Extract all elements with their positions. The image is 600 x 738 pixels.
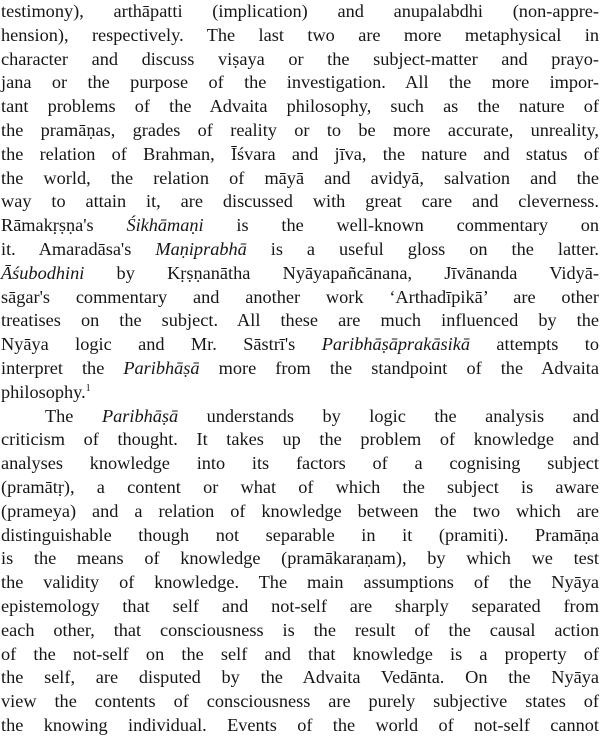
text-run: treatises on the subject. All these are much influenced by the <box>1 310 599 331</box>
text-line <box>1 167 599 191</box>
text-run: way to attain it, are discussed with great care and cleverness. <box>1 191 599 212</box>
text-run: The <box>45 405 102 426</box>
text-run: is the means of knowledge (pramākaraṇam), by which we test <box>1 548 599 569</box>
text-run: view the contents of consciousness are purely subjective states of <box>1 691 599 712</box>
text-line <box>1 286 599 310</box>
italic-title: Śikhāmaṇi <box>126 215 204 236</box>
text-run: the self, are disputed by the Advaita Vedānta. On the Nyāya <box>1 667 599 688</box>
text-line <box>1 571 599 595</box>
text-line <box>1 452 599 476</box>
text-line <box>1 24 599 48</box>
text-run: the pramāṇas, grades of reality or to be more accurate, unreality, <box>1 119 599 140</box>
text-line <box>1 428 599 452</box>
text-line <box>1 666 599 690</box>
text-run: epistemology that self and not-self are sharply separated from <box>1 595 599 616</box>
text-run: tant problems of the Advaita philosophy, such as the nature of <box>1 96 599 117</box>
text-run: the relation of Brahman, Īśvara and jīva, the nature and status of <box>1 143 599 164</box>
italic-title: Paribhāṣā <box>123 357 200 378</box>
text-run: character and discuss viṣaya or the subject-matter and prayo- <box>1 48 599 69</box>
text-line <box>1 714 599 738</box>
text-run: philosophy. <box>1 381 86 402</box>
italic-title: Āśubodhini <box>1 262 85 283</box>
text-run: is the well-known commentary on <box>203 215 600 236</box>
text-run: Rāmakṛṣṇa's <box>1 215 127 236</box>
text-run: jana or the purpose of the investigation. All the more impor- <box>1 72 599 93</box>
text-line <box>1 476 599 500</box>
text-line <box>1 214 599 238</box>
text-line <box>1 262 599 286</box>
text-run: hension), respectively. The last two are more metaphysical in <box>1 24 599 45</box>
text-run: analyses knowledge into its factors of a cognising subject <box>1 453 599 474</box>
text-run: is a useful gloss on the latter. <box>246 238 599 259</box>
text-run: the world, the relation of māyā and avidyā, salvation and the <box>1 167 599 188</box>
text-line <box>1 381 599 405</box>
text-run: each other, that consciousness is the result of the causal action <box>1 619 599 640</box>
text-run: Nyāya logic and Mr. Sāstrī's <box>1 334 322 355</box>
footnote-marker: 1 <box>85 382 91 394</box>
text-line <box>1 48 599 72</box>
text-line <box>1 238 599 262</box>
text-line <box>1 357 599 381</box>
text-run: more from the standpoint of the Advaita <box>199 357 599 378</box>
text-run: the knowing individual. Events of the world of not-self cannot <box>1 714 599 735</box>
text-line <box>1 595 599 619</box>
text-line <box>1 309 599 333</box>
text-line <box>1 119 599 143</box>
text-line <box>1 333 599 357</box>
text-run: criticism of thought. It takes up the problem of knowledge and <box>1 429 599 450</box>
italic-title: Maṇiprabhā <box>155 238 247 259</box>
text-run: understands by logic the analysis and <box>178 405 599 426</box>
text-line <box>1 500 599 524</box>
text-run: (prameya) and a relation of knowledge between the two which are <box>1 500 599 521</box>
text-run: it. Amaradāsa's <box>1 238 156 259</box>
text-line <box>1 71 599 95</box>
italic-title: Paribhāṣā <box>101 405 179 426</box>
text-line <box>1 547 599 571</box>
text-line <box>1 190 599 214</box>
text-line <box>1 524 599 548</box>
text-line <box>1 619 599 643</box>
text-line <box>1 690 599 714</box>
italic-title: Paribhāṣāprakāsikā <box>321 334 470 355</box>
text-line <box>1 143 599 167</box>
text-line <box>1 95 599 119</box>
text-run: by Kṛṣṇanātha Nyāyapañcānana, Jīvānanda Vidyā- <box>84 262 599 283</box>
text-run: attempts to <box>470 334 599 355</box>
text-line <box>1 405 599 429</box>
text-run: the validity of knowledge. The main assumptions of the Nyāya <box>1 572 599 593</box>
text-run: of the not-self on the self and that knowledge is a property of <box>1 643 599 664</box>
text-run: testimony), arthāpatti (implication) and anupalabdhi (non-appre- <box>1 1 599 21</box>
text-line <box>1 643 599 667</box>
text-run: sāgar's commentary and another work ‘Arthadīpikā’ are other <box>1 286 599 307</box>
text-run: (pramātṛ), a content or what of which the subject is aware <box>1 476 599 497</box>
text-run: distinguishable though not separable in it (pramiti). Pramāṇa <box>1 524 599 545</box>
text-run: interpret the <box>1 357 124 378</box>
text-line <box>1 0 599 24</box>
